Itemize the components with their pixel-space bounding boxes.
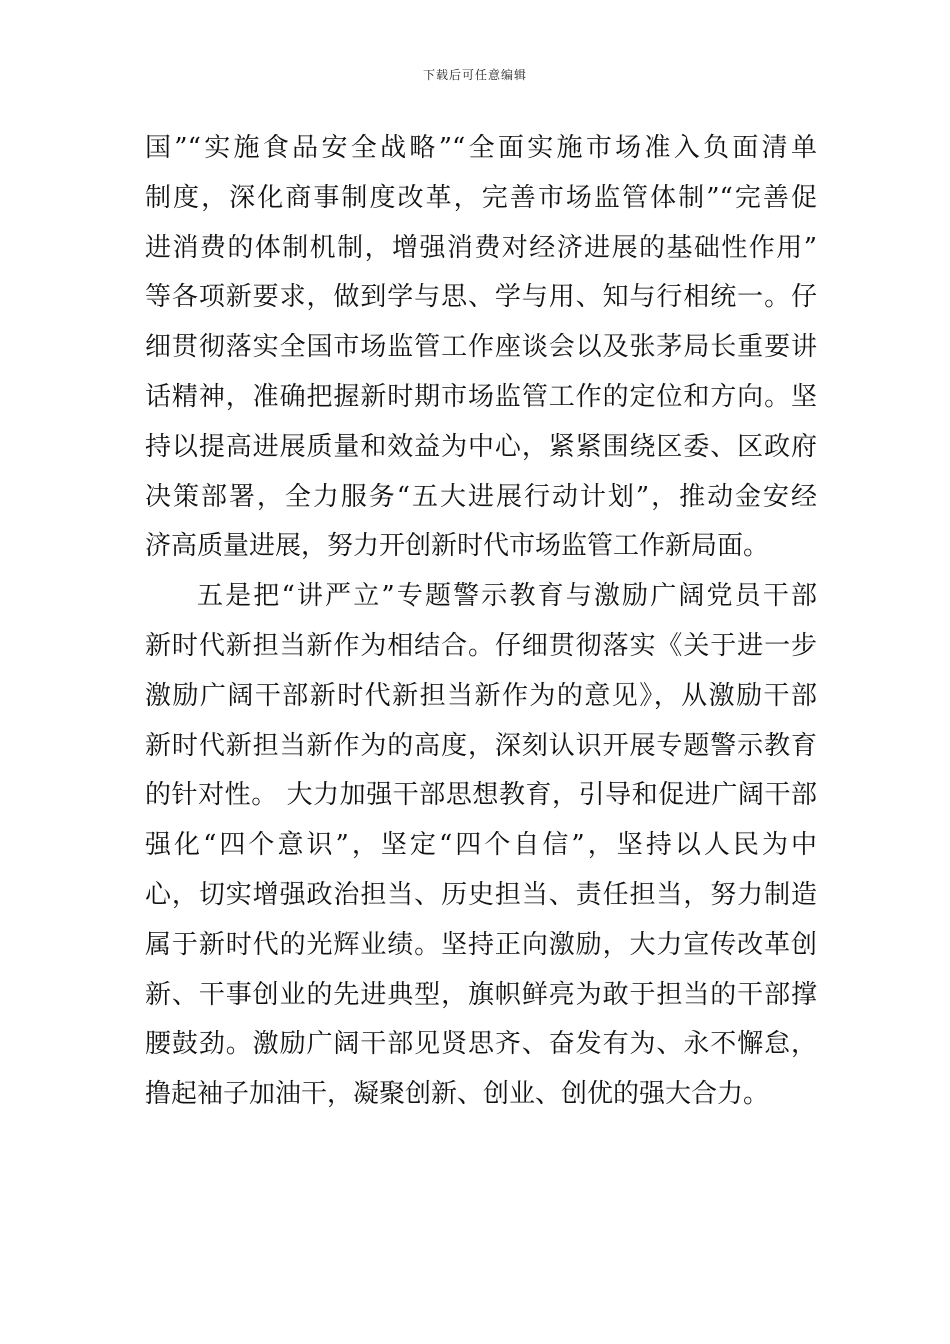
text-line: 新时代新担当新作为的高度，深刻认识开展专题警示教育: [145, 730, 817, 761]
text-line: 话精神，准确把握新时期市场监管工作的定位和方向。坚: [145, 381, 817, 412]
text-line: 的针对性。 大力加强干部思想教育，引导和促进广阔干部: [145, 780, 817, 811]
text-line: 进消费的体制机制，增强消费对经济进展的基础性作用”: [145, 232, 817, 263]
text-line: 济高质量进展，努力开创新时代市场监管工作新局面。: [145, 531, 770, 562]
text-line: 持以提高进展质量和效益为中心，紧紧围绕区委、区政府: [145, 431, 817, 462]
text-line: 新、干事创业的先进典型，旗帜鲜亮为敢于担当的干部撑: [145, 979, 817, 1010]
text-line: 细贯彻落实全国市场监管工作座谈会以及张茅局长重要讲: [145, 332, 817, 363]
text-line: 制度，深化商事制度改革，完善市场监管体制”“完善促: [145, 182, 817, 213]
text-line: 激励广阔干部新时代新担当新作为的意见》，从激励干部: [145, 680, 817, 711]
text-line: 新时代新担当新作为相结合。仔细贯彻落实《关于进一步: [145, 630, 817, 661]
text-line: 腰鼓劲。激励广阔干部见贤思齐、奋发有为、永不懈怠，: [145, 1029, 817, 1060]
text-line: 强化“四个意识”，坚定“四个自信”，坚持以人民为中: [145, 830, 817, 861]
text-line: 撸起袖子加油干，凝聚创新、创业、创优的强大合力。: [145, 1079, 770, 1110]
text-line: 等各项新要求，做到学与思、学与用、知与行相统一。仔: [145, 282, 817, 313]
page-header: 下载后可任意编辑: [422, 68, 527, 82]
body-text: [145, 124, 817, 1120]
text-line: 国”“实施食品安全战略”“全面实施市场准入负面清单: [145, 133, 817, 163]
text-line: 心，切实增强政治担当、历史担当、责任担当，努力制造: [145, 879, 817, 910]
text-line: 决策部署，全力服务“五大进展行动计划”，推动金安经: [145, 481, 817, 512]
text-line: 属于新时代的光辉业绩。坚持正向激励，大力宣传改革创: [145, 929, 817, 960]
paragraph-start-line: 五是把“讲严立”专题警示教育与激励广阔党员干部: [197, 581, 817, 612]
